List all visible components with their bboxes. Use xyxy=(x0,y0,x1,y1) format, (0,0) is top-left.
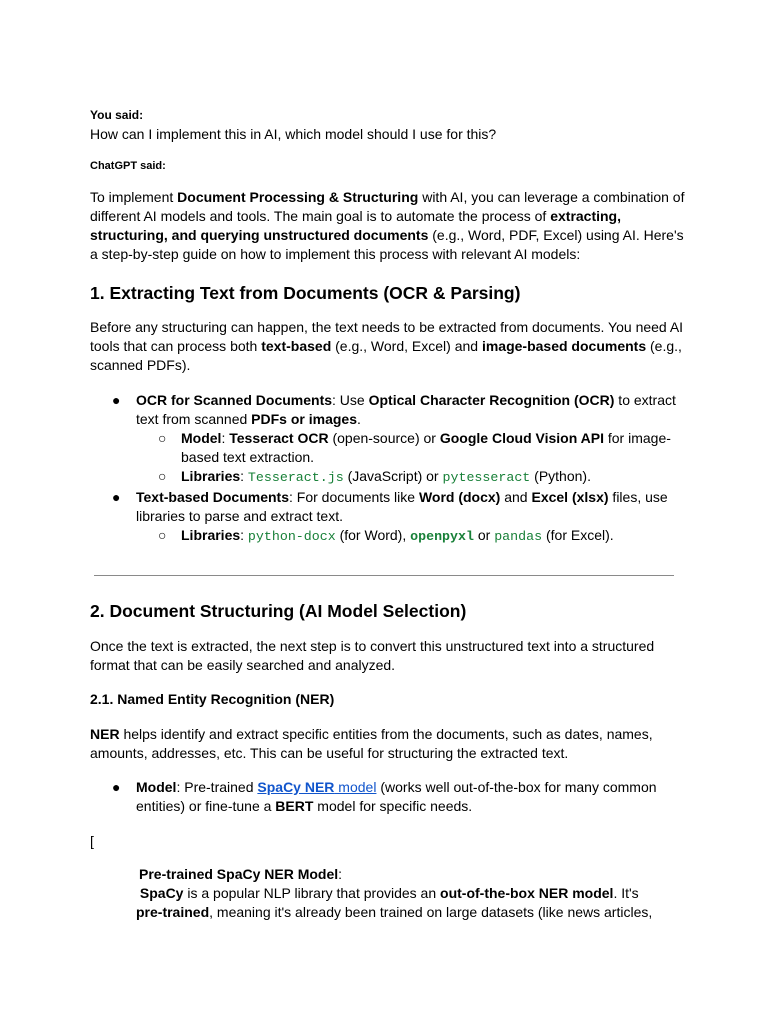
section-divider xyxy=(94,575,674,576)
ocr-libraries-subitem: ○ Libraries: Tesseract.js (JavaScript) or pytesseract (Python). xyxy=(158,468,591,485)
code-python-docx: python-docx xyxy=(247,529,336,544)
ner-paragraph: NER helps identify and extract specific entities from the documents, such as dates, names, amounts, addresses, etc. This can be useful for structuring the extracted text. xyxy=(90,726,653,761)
code-openpyxl: openpyxl xyxy=(410,529,474,544)
bullet-symbol: ● xyxy=(112,489,121,505)
section2-heading: 2. Document Structuring (AI Model Selection) xyxy=(90,601,467,621)
textdocs-bullet: ● Text-based Documents: For documents like Word (docx) and Excel (xlsx) files, use libraries to parse and extract text. ○ Libraries: python-docx (for Word), openpyxl or pandas (for Excel). xyxy=(90,488,690,546)
section1-heading: 1. Extracting Text from Documents (OCR & Parsing) xyxy=(90,283,521,303)
ocr-bullet: ● OCR for Scanned Documents: Use Optical Character Recognition (OCR) to extract text from scanned PDFs or images. ○ Model: Tesseract OCR (open-source) or Google Cloud Vision API for image-based text extraction. ○ Libraries: Tesseract.js (JavaScript) or pytesseract (Python). xyxy=(90,391,690,487)
ner-model-bullet: ● Model: Pre-trained SpaCy NER model (works well out-of-the-box for many common entities) or fine-tune a BERT model for specific needs. xyxy=(112,779,657,814)
ner-subheading: 2.1. Named Entity Recognition (NER) xyxy=(90,691,335,707)
code-pandas: pandas xyxy=(494,529,543,544)
open-bracket: [ xyxy=(90,833,94,849)
spacy-ner-model-link[interactable]: SpaCy NER model xyxy=(257,779,377,795)
code-pytesseract: pytesseract xyxy=(442,470,531,485)
section1-paragraph: Before any structuring can happen, the text needs to be extracted from documents. You need AI tools that can process both text-based (e.g., Word, Excel) and image-based documents (e.g., scanned PDFs). xyxy=(90,319,684,373)
spacy-heading: Pre-trained SpaCy NER Model: xyxy=(139,866,343,882)
intro-paragraph: To implement Document Processing & Structuring with AI, you can leverage a combination of different AI models and tools. The main goal is to automate the process of extracting, structuring, and querying unstructured documents (e.g., Word, PDF, Excel) using AI. Here's a step-by-step guide on how to implement this process with relevant AI models: xyxy=(90,189,685,262)
code-tesseract-js: Tesseract.js xyxy=(247,470,344,485)
textdocs-libraries-subitem: ○ Libraries: python-docx (for Word), openpyxl or pandas (for Excel). xyxy=(158,527,614,544)
bullet-symbol: ● xyxy=(112,779,121,795)
ocr-model-subitem: ○ Model: Tesseract OCR (open-source) or Google Cloud Vision API for image-based text extraction. xyxy=(158,430,671,465)
bullet-symbol: ● xyxy=(112,392,121,408)
spacy-paragraph: SpaCy is a popular NLP library that provides an out-of-the-box NER model. It's pre-trained, meaning it's already been trained on large datasets (like news articles, xyxy=(136,885,653,920)
user-message: How can I implement this in AI, which model should I use for this? xyxy=(90,126,497,142)
section2-paragraph: Once the text is extracted, the next step is to convert this unstructured text into a structured format that can be easily searched and analyzed. xyxy=(90,638,655,673)
assistant-label: ChatGPT said: xyxy=(90,160,166,172)
user-label: You said: xyxy=(90,108,144,122)
